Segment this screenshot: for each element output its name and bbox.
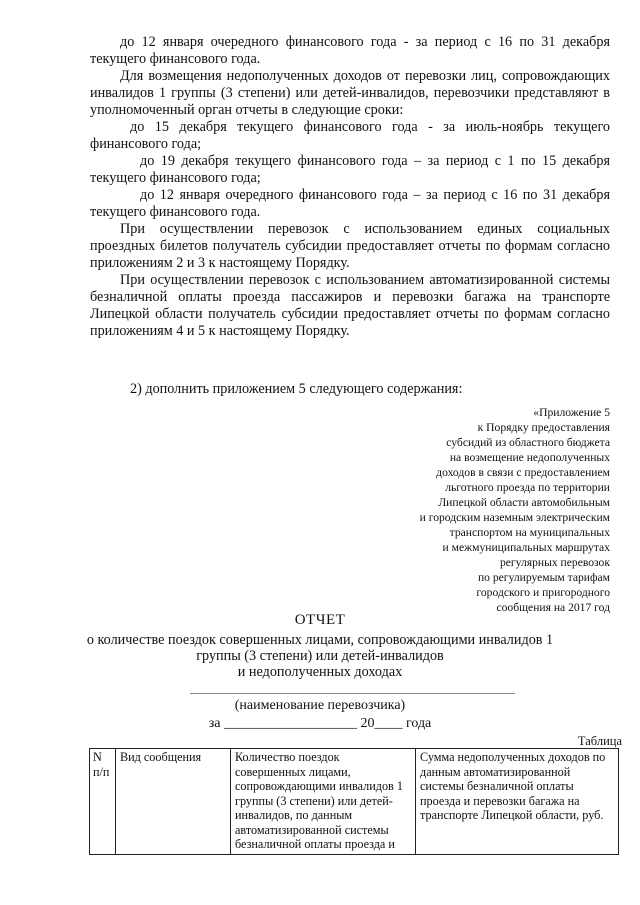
paragraph-deadline-dec15: до 15 декабря текущего финансового года - за июль-ноябрь текущего финансового года; bbox=[90, 119, 610, 152]
report-table bbox=[89, 748, 619, 855]
header-trip-count: Количество поездок совершенных лицами, сопровождающими инвалидов 1 группы (3 степени) или детей-инвалидов, по данным автоматизированной системы безналичной оплаты проезда и bbox=[231, 749, 416, 855]
carrier-caption: (наименование перевозчика) bbox=[234, 698, 406, 713]
document-body bbox=[90, 34, 610, 340]
paragraph-deadline-january: до 12 января очередного финансового года - за период с 16 по 31 декабря текущего финансового года. bbox=[90, 34, 610, 67]
report-subtitle-line: и недополученных доходах bbox=[237, 664, 403, 680]
report-title: ОТЧЕТ bbox=[294, 612, 346, 628]
header-lost-income: Сумма недополученных доходов по данным автоматизированной системы безналичной оплаты проезда и перевозки багажа на транспорте Липецкой области, руб. bbox=[416, 749, 619, 855]
report-subtitle bbox=[0, 632, 640, 680]
table-header-row bbox=[90, 749, 619, 855]
paragraph-deadline-dec19: до 19 декабря текущего финансового года – за период с 1 по 15 декабря текущего финансового года; bbox=[90, 153, 610, 186]
appendix-line: транспортом на муниципальных bbox=[449, 526, 610, 539]
report-subtitle-line: группы (3 степени) или детей-инвалидов bbox=[196, 648, 444, 664]
paragraph-reimbursement-intro: Для возмещения недополученных доходов от перевозки лиц, сопровождающих инвалидов 1 группы (3 степени) или детей-инвалидов, перевозчики представляют в уполномоченный орган отчеты в следующие сроки: bbox=[90, 68, 610, 118]
appendix-line: «Приложение 5 bbox=[533, 406, 610, 419]
period-line: за ___________________ 20____ года bbox=[208, 716, 432, 731]
carrier-name-line bbox=[190, 693, 515, 694]
paragraph-automated-system: При осуществлении перевозок с использованием автоматизированной системы безналичной оплаты проезда пассажиров и перевозки багажа на транспорте Липецкой области получатель субсидии предоставляет отчеты по формам согласно приложениям 4 и 5 к настоящему Порядку. bbox=[90, 272, 610, 339]
header-service-type: Вид сообщения bbox=[116, 749, 231, 855]
paragraph-add-appendix: 2) дополнить приложением 5 следующего содержания: bbox=[130, 381, 463, 397]
appendix-line: и городским наземным электрическим bbox=[419, 511, 610, 524]
appendix-line: доходов в связи с предоставлением bbox=[436, 466, 610, 479]
appendix-header bbox=[350, 405, 610, 615]
appendix-line: городского и пригородного bbox=[476, 586, 610, 599]
appendix-line: льготного проезда по территории bbox=[445, 481, 610, 494]
appendix-line: регулярных перевозок bbox=[499, 556, 610, 569]
amendment-line bbox=[90, 381, 610, 398]
paragraph-social-tickets: При осуществлении перевозок с использованием единых социальных проездных билетов получатель субсидии предоставляет отчеты по формам согласно приложениям 2 и 3 к настоящему Порядку. bbox=[90, 221, 610, 271]
appendix-line: по регулируемым тарифам bbox=[477, 571, 610, 584]
appendix-line: субсидий из областного бюджета bbox=[446, 436, 610, 449]
appendix-line: к Порядку предоставления bbox=[477, 421, 610, 434]
report-subtitle-line: о количестве поездок совершенных лицами, сопровождающими инвалидов 1 bbox=[86, 632, 554, 648]
appendix-line: и межмуниципальных маршрутах bbox=[442, 541, 610, 554]
paragraph-deadline-jan12: до 12 января очередного финансового года – за период с 16 по 31 декабря текущего финансового года. bbox=[90, 187, 610, 220]
table-label: Таблица bbox=[577, 734, 622, 748]
appendix-line: на возмещение недополученных bbox=[449, 451, 610, 464]
appendix-line: сообщения на 2017 год bbox=[496, 601, 610, 614]
header-number: N п/п bbox=[90, 749, 116, 855]
appendix-line: Липецкой области автомобильным bbox=[438, 496, 610, 509]
